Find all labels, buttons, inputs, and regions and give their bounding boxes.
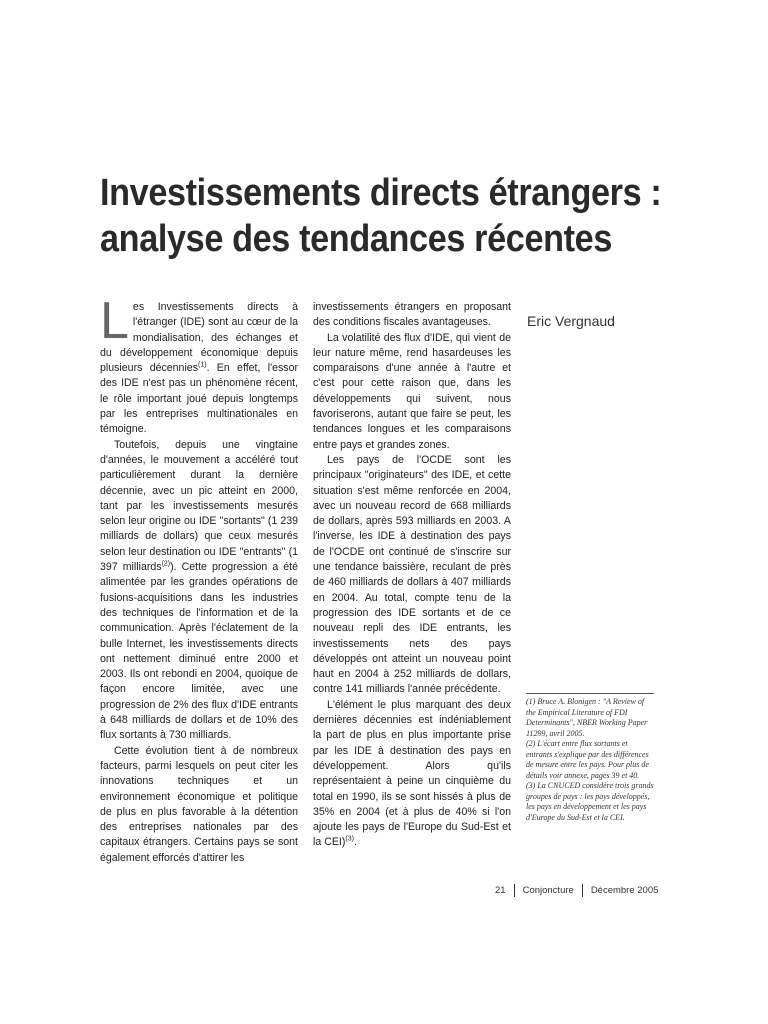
footnote-ref-2: (2) bbox=[161, 560, 171, 568]
paragraph-1-text-b: . En effet, l'essor des IDE n'est pas un phénomène récent, le rôle important joué depuis longtemps par les entreprises multinationales en témoigne. bbox=[100, 362, 298, 436]
paragraph-7-text-a: L'élément le plus marquant des deux dernières décennies est indéniablement la part de plus en plus importante prise par les IDE à destination des pays en développement. Alors qu'ils représentaient à peine un cinquième du total en 1990, ils se sont hissés à plus de 35% en 2004 (et à plus de 40% si l'on ajoute les pays de l'Europe du Sud-Est et la CEI) bbox=[313, 698, 511, 849]
paragraph-6: Les pays de l'OCDE sont les principaux "originateurs" des IDE, et cette situation s'est même renforcée en 2004, avec un nouveau record de 668 milliards de dollars, après 593 milliards en 2003. A l'inverse, les IDE à destination des pays de l'OCDE ont continué de s'inscrire sur une tendance baissière, reculant de près de 460 milliards de dollars à 407 milliards en 2004. Au total, compte tenu de la progression des IDE sortants et de ce nouveau repli des IDE entrants, les investissements nets des pays développés ont atteint un nouveau point haut en 2004 à 252 milliards de dollars, contre 141 milliards l'année précédente. bbox=[313, 453, 511, 696]
title-line-2: analyse des tendances récentes bbox=[100, 218, 612, 260]
article-title bbox=[100, 170, 662, 262]
title-line-1: Investissements directs étrangers : bbox=[100, 172, 662, 214]
paragraph-2 bbox=[100, 438, 298, 744]
paragraph-5: La volatilité des flux d'IDE, qui vient de leur nature même, rend hasardeuses les comparaisons d'une année à l'autre et c'est pour cette raison que, dans les développements qui suivent, nous favoriserons, autant que faire se peut, les tendances longues et les comparaisons entre pays et grandes zones. bbox=[313, 331, 511, 451]
paragraph-7-text-b: . bbox=[353, 836, 357, 849]
author-name: Eric Vergnaud bbox=[527, 313, 615, 329]
paragraph-3: Cette évolution tient à de nombreux facteurs, parmi lesquels on peut citer les innovations techniques et un environnement économique et politique de plus en plus favorable à la détention des entreprises nationales par des capitaux étrangers. Certains pays se sont également efforcés d'attirer les bbox=[100, 744, 298, 864]
page-footer bbox=[495, 884, 658, 897]
page-number: 21 bbox=[495, 885, 506, 896]
footnote-1: (1) Bruce A. Blonigen : "A Review of the Empirical Literature of FDI Determinants", NBER Working Paper 11299, avril 2005. bbox=[526, 697, 648, 738]
publication-name: Conjoncture bbox=[522, 885, 574, 896]
footnote-3: (3) La CNUCED considère trois grands groupes de pays : les pays développés, les pays en développement et les pays d'Europe du Sud-Est et la CEI. bbox=[526, 781, 654, 822]
paragraph-2-text-b: ). Cette progression a été alimentée par les grandes opérations de fusions-acquisitions dans les industries des techniques de l'information et de la communication. Après l'éclatement de la bulle Internet, les investissements directs ont nettement diminué entre 2000 et 2003. Ils ont rebondi en 2004, quoique de façon encore limitée, avec une progression de 2% des flux d'IDE entrants à 648 milliards de dollars et de 10% des flux sortants à 730 milliards. bbox=[100, 561, 298, 742]
text-column-2 bbox=[313, 300, 511, 851]
footnotes bbox=[526, 693, 654, 823]
drop-cap: L bbox=[100, 292, 129, 350]
paragraph-2-text-a: Toutefois, depuis une vingtaine d'années, le mouvement a accéléré tout particulièrement durant la dernière décennie, avec un pic atteint en 2000, tant par les investissements mesurés selon leur origine ou IDE "sortants" (1 239 milliards de dollars) que ceux mesurés selon leur destination ou IDE "entrants" (1 397 milliards bbox=[100, 438, 298, 574]
paragraph-1 bbox=[100, 292, 298, 438]
publication-date: Décembre 2005 bbox=[590, 885, 659, 896]
footnote-2: (2) L'écart entre flux sortants et entrants s'explique par des différences de mesure entre les pays. Pour plus de détails voir annexe, pages 39 et 40. bbox=[526, 739, 649, 780]
paragraph-4: investissements étrangers en proposant des conditions fiscales avantageuses. bbox=[313, 301, 511, 329]
text-column-1 bbox=[100, 292, 298, 866]
footnote-ref-1: (1) bbox=[198, 361, 207, 369]
footer-divider bbox=[582, 884, 583, 897]
paragraph-7 bbox=[313, 698, 511, 851]
footer-divider bbox=[514, 884, 515, 897]
paragraph-1-text-a: es Investissements directs à l'étranger (IDE) sont au cœur de la mondialisation, des échanges et du développement économique depuis plusieurs décennies bbox=[100, 301, 298, 375]
footnote-ref-3: (3) bbox=[345, 835, 354, 843]
